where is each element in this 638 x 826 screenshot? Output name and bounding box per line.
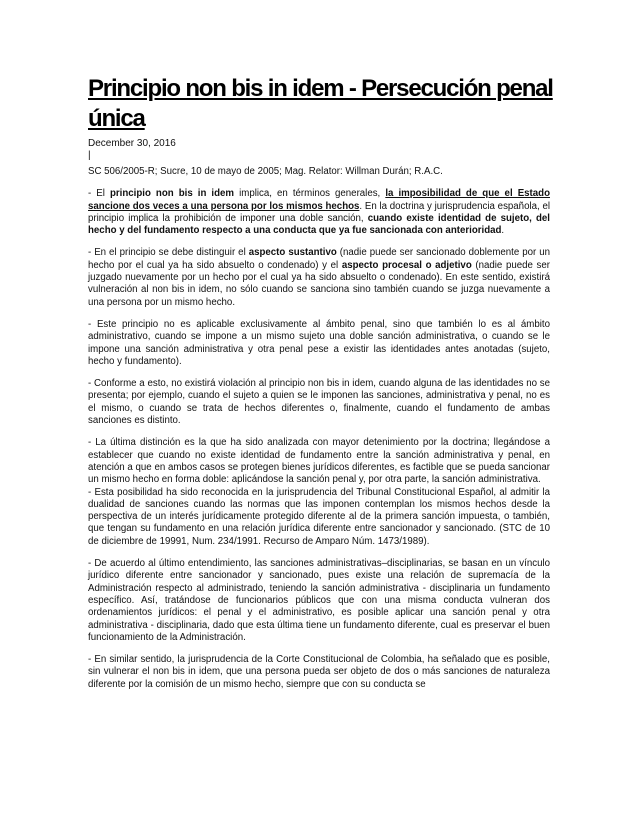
post-date: December 30, 2016	[88, 138, 176, 149]
separator: |	[88, 150, 91, 161]
paragraph-1	[88, 188, 550, 237]
post-title: Principio non bis in idem - Persecución penal única	[88, 75, 553, 132]
paragraph-6: - Esta posibilidad ha sido reconocida en la jurisprudencia del Tribunal Constitucional Español, al admitir la dualidad de sanciones cuando las normas que las imponen contemplan los mismos hechos desde la perspectiva de un interés jurídicamente protegido diferente al de la primera sanción impuesta, o también, que tengan su fundamento en una relación jurídica diferente entre sancionador y sancionado. (STC de 10 de diciembre de 19991, Num. 234/1991. Recurso de Amparo Núm. 1473/1989).	[88, 486, 550, 547]
citation-reference: SC 506/2005-R; Sucre, 10 de mayo de 2005; Mag. Relator: Willman Durán; R.A.C.	[88, 166, 443, 177]
text-run: implica, en términos generales,	[234, 188, 386, 200]
bold-text: aspecto procesal o adjetivo	[341, 259, 472, 271]
paragraph-7: - De acuerdo al último entendimiento, las sanciones administrativas–disciplinarias, se basan en un vínculo jurídico diferente entre sancionador y sancionado, pues existe una relación de supremacía de la Administración respecto al administrado, teniendo la sanción administrativa - disciplinaria un fundamento específico. Así, tratándose de funcionarios públicos que con una misma conducta vulneran dos ordenamientos jurídicos: el penal y el administrativo, es posible aplicar una sanción penal y otra administrativa - disciplinaria, dado que esta última tiene un fundamento diferente, cual es preservar el buen funcionamiento de la Administración.	[88, 558, 550, 643]
bold-text: principio non bis in idem	[109, 188, 235, 200]
paragraph-3: - Este principio no es aplicable exclusivamente al ámbito penal, sino que también lo es al ámbito administrativo, cuando se impone a un mismo sujeto una doble sanción administrativa, o cuando se le impone una sanción administrativa y otra penal pese a existir las identidades antes anotadas (sujeto, hecho y fundamento).	[88, 318, 550, 367]
text-run: (nadie puede ser sancionado doblemente por un hecho por el cual ya ha sido absuelto o condenado) y el	[88, 247, 550, 271]
paragraph-5: - La última distinción es la que ha sido analizada con mayor detenimiento por la doctrina; llegándose a establecer que cuando no existe identidad de fundamento entre la sanción administrativa y penal, en atención a que en ambos casos se protegen bienes jurídicos diferentes, es factible que se pueda sancionar un mismo hecho en forma doble: aplicándose la sanción penal y, por otra parte, la sanción administrativa.	[88, 437, 550, 486]
paragraph-8: - En similar sentido, la jurisprudencia de la Corte Constitucional de Colombia, ha señalado que es posible, sin vulnerar el non bis in idem, que una persona pueda ser objeto de dos o más sanciones de naturaleza diferente por la comisión de un mismo hecho, siempre que con su conducta se	[88, 654, 550, 690]
text-run: .	[501, 225, 505, 237]
text-run: - En el principio se debe distinguir el	[88, 247, 249, 259]
article-body	[88, 166, 550, 701]
paragraph-4: - Conforme a esto, no existirá violación al principio non bis in idem, cuando alguna de las identidades no se presenta; por ejemplo, cuando el sujeto a quien se le imponen las sanciones, administrativa y penal, no es el mismo, o cuando se trata de hechos diferentes o, finalmente, cuando el fundamento de ambas sanciones es distinto.	[88, 378, 550, 427]
paragraph-2	[88, 247, 550, 308]
text-run: - El	[88, 188, 110, 200]
bold-text: cuando existe identidad de sujeto, del hecho y del fundamento respecto a una conducta que ya fue sancionada con anterioridad	[88, 212, 550, 237]
bold-text: aspecto sustantivo	[248, 247, 337, 259]
text-run: . En la doctrina y jurisprudencia española, el principio implica la prohibición de imponer una doble sanción,	[88, 200, 550, 224]
text-run: (nadie puede ser juzgado nuevamente por un hecho por el cual ya ha sido absuelto o condenado). En este sentido, existirá vulneración al non bis in idem, no sólo cuando se sanciona sino también cuando se juzga nuevamente a una persona por un mismo hecho.	[88, 259, 550, 308]
bold-underlined-text: la imposibilidad de que el Estado sancione dos veces a una persona por los mismos hechos	[88, 188, 550, 212]
